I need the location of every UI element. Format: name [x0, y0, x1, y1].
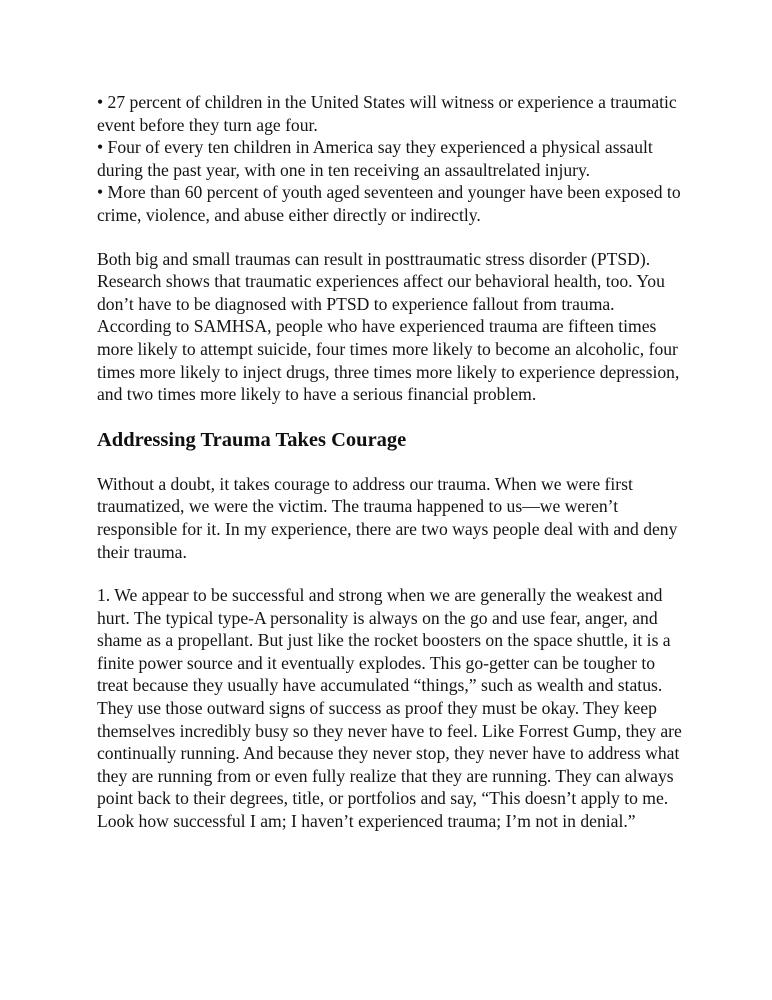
bullet-item-physical-assault: • Four of every ten children in America say they experienced a physical assault during the past year, with one in ten receiving an assaultrelated injury. [97, 137, 653, 180]
bullet-item-youth-exposure: • More than 60 percent of youth aged seventeen and younger have been exposed to crime, violence, and abuse either directly or indirectly. [97, 182, 681, 225]
paragraph-point-one: 1. We appear to be successful and strong when we are generally the weakest and hurt. The typical type-A personality is always on the go and use fear, anger, and shame as a propellant. But just like the rocket boosters on the space shuttle, it is a finite power source and it eventually explodes. This go-getter can be tougher to treat because they usually have accumulated “things,” such as wealth and status. They use those outward signs of success as proof they must be okay. They keep themselves incredibly busy so they never have to feel. Like Forrest Gump, they are continually running. And because they never stop, they never have to address what they are running from or even fully realize that they are running. They can always point back to their degrees, title, or portfolios and say, “This doesn’t apply to me. Look how successful I am; I haven’t experienced trauma; I’m not in denial.” [97, 585, 682, 832]
statistics-bullet-list [97, 91, 687, 227]
document-page [97, 91, 687, 833]
bullet-item-witness-trauma: • 27 percent of children in the United States will witness or experience a traumatic event before they turn age four. [97, 92, 677, 135]
section-heading: Addressing Trauma Takes Courage [97, 428, 407, 451]
paragraph-ptsd: Both big and small traumas can result in posttraumatic stress disorder (PTSD). Research shows that traumatic experiences affect our behavioral health, too. You don’t have to be diagnosed with PTSD to experience fallout from trauma. According to SAMHSA, people who have experienced trauma are fifteen times more likely to attempt suicide, four times more likely to become an alcoholic, four times more likely to inject drugs, three times more likely to experience depression, and two times more likely to have a serious financial problem. [97, 248, 680, 405]
paragraph-courage: Without a doubt, it takes courage to address our trauma. When we were first traumatized, we were the victim. The trauma happened to us—we weren’t responsible for it. In my experience, there are two ways people deal with and deny their trauma. [97, 473, 678, 562]
